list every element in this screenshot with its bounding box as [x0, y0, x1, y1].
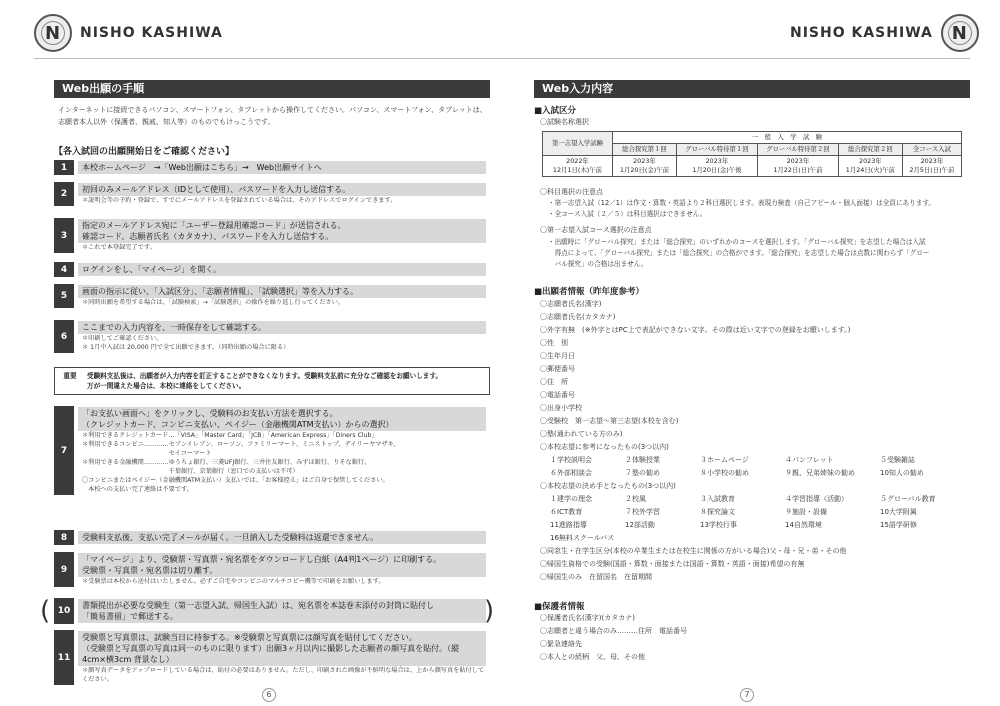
reason-option: 11進路指導 — [550, 521, 587, 529]
reason-option: 12部活動 — [625, 521, 655, 529]
step-instruction-line: ログインをし、「マイページ」を開く。 — [82, 265, 222, 274]
step-note: ＊印刷してご確認ください。 — [82, 335, 163, 342]
step-note: 本校への支払い完了連絡は不要です。 — [82, 486, 193, 493]
step-body — [74, 406, 490, 495]
subject-notes-title: 〇科目選択の注意点 — [540, 188, 603, 196]
info-item: 〇性 別 — [540, 339, 568, 347]
info-item: 〇塾(通われている方のみ) — [540, 430, 623, 438]
step-instruction-line: （受験票と写真票の写真は同一のものに限ります）出願3ヶ月以内に撮影した志願者の顔写真を貼付。（縦4cm×横3cm 背景なし） — [82, 644, 460, 664]
exam-name-select-label: 〇試験名称選択 — [540, 118, 589, 126]
guardian-info-list — [540, 612, 980, 664]
applicant-info-list — [540, 298, 980, 584]
info-item: 〇志願者氏名(カタカナ) — [540, 313, 616, 321]
subject-notes: ・第一志望入試（12／1）は作文・算数・英語より２科目選択します。表現力検査（自己アピール・個人面接）は全員にあります。 ・全コース入試（２／５）は科目選択はできません。 — [548, 199, 935, 218]
step-instruction-line: 受験料支払後、支払い完了メールが届く。一旦納入した受験料は返還できません。 — [82, 533, 379, 542]
step-number: 11 — [54, 630, 74, 685]
step-instruction-line: 「マイページ」より、受験票・写真票・宛名票をダウンロードし白紙（A4判1ページ）に印刷する。 — [82, 555, 442, 564]
step-instruction-line: 「簡易書留」で郵送する。 — [82, 612, 178, 621]
step-body — [74, 530, 490, 545]
brand-name: NISHO KASHIWA — [80, 25, 223, 41]
step-body — [74, 262, 490, 277]
step-9 — [54, 552, 490, 587]
step-instruction-line: 「お支払い画面へ」をクリックし、受験料のお支払い方法を選択する。 — [82, 409, 338, 418]
step-instruction — [78, 407, 486, 431]
reason-option: 13学校行事 — [700, 521, 737, 529]
guardian-item: 〇志願者と違う場合のみ………住所 電話番号 — [540, 627, 687, 635]
reason-option: ３入試教育 — [700, 495, 735, 503]
step-instruction — [78, 219, 486, 243]
info-item: 〇生年月日 — [540, 352, 575, 360]
header-divider-right — [500, 58, 970, 59]
step-3 — [54, 218, 490, 253]
step-instruction — [78, 263, 486, 276]
reason-grid — [540, 493, 980, 545]
step-number: 9 — [54, 552, 74, 587]
intro-text: インターネットに接続できるパソコン、スマートフォン、タブレットから操作してください。パソコン、スマートフォン、タブレットは、 志願者本人以外（保護者、親戚、知人等）のものでもけっこうです。 — [58, 106, 487, 126]
info-item: 〇外字有無 (※外字とはPC上で表記ができない文字。その際は近い文字での登録をお願いします。) — [540, 326, 851, 334]
step-instruction-line: 初回のみメールアドレス（IDとして使用）、パスワードを入力し送信する。 — [82, 185, 351, 194]
header-divider — [34, 58, 500, 59]
step-instruction-line: 書類提出が必要な受験生（第一志望入試、帰国生入試）は、宛名票を本誌巻末添付の封筒に貼付し — [82, 601, 434, 610]
step-note: ＊ 1月中入試は 20,000 円で全て出願できます。（同時出願の場合に限る） — [82, 344, 290, 351]
info-item: 〇電話番号 — [540, 391, 575, 399]
step-instruction-line: 指定のメールアドレス宛に「ユーザー登録用確認コード」が送信される。 — [82, 221, 346, 230]
exam-schedule-table — [542, 131, 962, 177]
step-instruction-line: 画面の指示に従い、「入試区分」、「志願者情報」、「試験選択」等を入力する。 — [82, 287, 358, 296]
school-emblem-icon: N — [941, 14, 979, 52]
section-exam-category: ■入試区分 — [534, 106, 577, 116]
course-notes: ・出願時に「グローバル探究」または「総合探究」のいずれかのコースを選択します。「グローバル探究」を志望した場合は入試 得点によって、「グローバル探究」または「総合探究」の合格がでます。「総合探究」を志望した場合は点数に関わらず「グロー バル探究」の合格は出ません。 — [548, 238, 930, 268]
step-number: 7 — [54, 406, 74, 495]
right-bracket: ) — [484, 596, 495, 626]
info-item: 〇受験校 第一志望～第三志望(本校を含む) — [540, 417, 679, 425]
section-guardian-info: ■保護者情報 — [534, 602, 585, 612]
step-note: 〇コンビニまたはペイジー（金融機関ATM支払い）支払いでは、「お客様控え」はご自身で保管してください。 — [82, 477, 389, 484]
step-body — [74, 160, 490, 175]
step-7 — [54, 406, 490, 495]
step-instruction — [78, 553, 486, 577]
step-note: ＊利用できるコンビニ…………セブンイレブン、ローソン、ファミリーマート、ミニストップ、デイリーヤマザキ、 — [82, 441, 400, 448]
guardian-item: 〇本人との続柄 父、母、その他 — [540, 653, 645, 661]
reason-option: 10大学附属 — [880, 508, 917, 516]
reference-grid — [540, 454, 980, 480]
reference-option: ３ホームページ — [700, 456, 749, 464]
step-2 — [54, 182, 490, 206]
step-number: 10 — [54, 598, 74, 624]
exam-header: 総合探究第１回 — [613, 144, 677, 156]
step-body — [74, 320, 490, 353]
info-item: 〇郵便番号 — [540, 365, 575, 373]
exam-date: 2023年 1月20日(金)午後 — [676, 156, 757, 177]
step-instruction-line: 確認コード、志願者氏名（カタカナ）、パスワードを入力し送信する。 — [82, 232, 334, 241]
step-number: 6 — [54, 320, 74, 353]
step-number: 8 — [54, 530, 74, 545]
exam-header: グローバル特待第２回 — [757, 144, 838, 156]
brand-name-right: NISHO KASHIWA — [790, 25, 933, 41]
step-instruction — [78, 285, 486, 298]
brand-logo-right — [790, 14, 979, 52]
reason-option: 14自然環境 — [785, 521, 822, 529]
reason-option: 15語学研修 — [880, 521, 917, 529]
step-instruction-line: 受験票・写真票・宛名票は切り離す。 — [82, 566, 218, 575]
reference-option: ４パンフレット — [785, 456, 834, 464]
info-item: 〇帰国生資格での受験(国語・算数・面接または国語・算数・英語・面接)希望の有無 — [540, 560, 805, 568]
step-note: ＊説明会等の予約・登録で、すでにメールアドレスを登録されている場合は、そのアドレスでログインできます。 — [82, 197, 397, 204]
info-item: 〇本校志望に参考になったもの(3つ以内) — [540, 443, 669, 451]
reason-option: １建学の理念 — [550, 495, 592, 503]
step-number: 2 — [54, 182, 74, 206]
reason-option: ６ICT教育 — [550, 508, 583, 516]
section-title-web-apply: Web出願の手順 — [54, 80, 490, 98]
important-label: 重要 — [63, 372, 77, 380]
reference-option: ５受験雑誌 — [880, 456, 915, 464]
info-item: 〇帰国生のみ 在留国名 在留期間 — [540, 573, 652, 581]
exam-header: 総合探究第２回 — [838, 144, 902, 156]
reason-option: ２校風 — [625, 495, 646, 503]
info-item: 〇同窓生・在学生区分(本校の卒業生または在校生に関係の方がいる場合)父・母・兄・弟・その他 — [540, 547, 847, 555]
step-11 — [54, 630, 490, 685]
info-item: 〇出身小学校 — [540, 404, 582, 412]
step-note: セイコーマート — [82, 450, 212, 457]
step-4 — [54, 262, 490, 277]
step-note: ＊利用できるクレジットカード…「VISA」「Master Card」「JCB」「American Express」「Diners Club」 — [82, 432, 378, 439]
reason-option: ８探究論文 — [700, 508, 735, 516]
reason-option: ５グローバル教育 — [880, 495, 936, 503]
step-body — [74, 182, 490, 206]
step-instruction — [78, 531, 486, 544]
reference-option: ７塾の勧め — [625, 469, 660, 477]
step-body — [74, 284, 490, 308]
step-body — [74, 552, 490, 587]
section-applicant-info: ■出願者情報（昨年度参考） — [534, 287, 645, 297]
step-note: 千葉銀行、京葉銀行（窓口での支払いは不可） — [82, 468, 299, 475]
step-instruction-line: ここまでの入力内容を、一時保存をして確認する。 — [82, 323, 266, 332]
exam-date: 2022年 12月1日(木)午前 — [543, 156, 613, 177]
reference-option: ２体験授業 — [625, 456, 660, 464]
reason-option: 16無料スクールバス — [550, 534, 615, 542]
important-text: 受験料支払後は、出願者が入力内容を訂正することができなくなります。受験料支払前に充分なご確認をお願いします。 万が一間違えた場合は、本校に連絡をしてください。 — [87, 372, 443, 390]
step-note: ＊顔写真データをアップロードしている場合は、貼付の必要はありません。ただし、印刷された画像が不鮮明な場合は、上から顔写真を貼付してください。 — [82, 667, 485, 683]
step-instruction — [78, 599, 486, 623]
left-bracket: ( — [40, 596, 51, 626]
step-note: ＊同時出願を希望する場合は、「試験検索」→「試験選択」の操作を繰り返し行ってください。 — [82, 299, 344, 306]
step-1 — [54, 160, 490, 175]
step-number: 1 — [54, 160, 74, 175]
exam-date: 2023年 2月5日(日)午前 — [902, 156, 961, 177]
exam-date: 2023年 1月22日(日)午前 — [757, 156, 838, 177]
brand-logo — [34, 14, 223, 52]
general-exam-header: 一 般 入 学 試 験 — [613, 132, 962, 144]
guardian-item: 〇緊急連絡先 — [540, 640, 582, 648]
step-number: 3 — [54, 218, 74, 253]
reason-title: 〇本校志望の決め手となったもの(3つ以内) — [540, 482, 676, 490]
page-number: 7 — [740, 688, 754, 702]
start-date-notice: 【各入試回の出願開始日をご確認ください】 — [54, 147, 235, 157]
reference-option: ６外部相談会 — [550, 469, 592, 477]
course-notes-title: 〇第一志望入試コース選択の注意点 — [540, 226, 652, 234]
exam-header: グローバル特待第１回 — [676, 144, 757, 156]
step-number: 5 — [54, 284, 74, 308]
reference-option: ８小学校の勧め — [700, 469, 749, 477]
step-note: ＊利用できる金融機関…………ゆうちょ銀行、三菱UFJ銀行、三井住友銀行、みずほ銀行、りそな銀行、 — [82, 459, 371, 466]
step-body — [74, 598, 490, 624]
step-6 — [54, 320, 490, 353]
reason-option: ４学習指導（活動） — [785, 495, 848, 503]
step-instruction-line: 本校ホームページ →「Web出願はこちら」→ Web出願サイトへ — [82, 163, 322, 172]
step-note: ＊これで本登録完了です。 — [82, 244, 156, 251]
step-number: 4 — [54, 262, 74, 277]
step-note: ＊受験票は本校から送付はいたしません。必ずご自宅やコンビニのマルチコピー機等で印刷をお願いします。 — [82, 578, 385, 585]
reference-option: １学校説明会 — [550, 456, 592, 464]
reason-option: ９施設・設備 — [785, 508, 827, 516]
section-title-web-input: Web入力内容 — [534, 80, 970, 98]
step-8 — [54, 530, 490, 545]
first-choice-header: 第一志望入学試験 — [543, 132, 613, 156]
step-5 — [54, 284, 490, 308]
step-instruction-line: 受験票と写真票は、試験当日に持参する。※受験票と写真票には顔写真を貼付してください。 — [82, 633, 417, 642]
step-body — [74, 630, 490, 685]
exam-date: 2023年 1月24日(火)午前 — [838, 156, 902, 177]
step-instruction — [78, 631, 486, 666]
exam-header: 全コース入試 — [902, 144, 961, 156]
step-instruction — [78, 183, 486, 196]
important-box — [54, 367, 490, 395]
school-emblem-icon: N — [34, 14, 72, 52]
guardian-item: 〇保護者氏名(漢字)(カタカナ) — [540, 614, 635, 622]
step-body — [74, 218, 490, 253]
reference-option: ９親、兄弟姉妹の勧め — [785, 469, 855, 477]
info-item: 〇志願者氏名(漢字) — [540, 300, 602, 308]
step-10 — [54, 598, 490, 624]
page-number: 6 — [262, 688, 276, 702]
step-instruction — [78, 161, 486, 174]
exam-date: 2023年 1月20日(金)午前 — [613, 156, 677, 177]
step-instruction — [78, 321, 486, 334]
reference-option: 10知人の勧め — [880, 469, 924, 477]
step-instruction-line: （クレジットカード、コンビニ支払い、ペイジー（金融機関ATM支払い）からの選択） — [82, 420, 394, 429]
info-item: 〇住 所 — [540, 378, 568, 386]
reason-option: ７校外学習 — [625, 508, 660, 516]
